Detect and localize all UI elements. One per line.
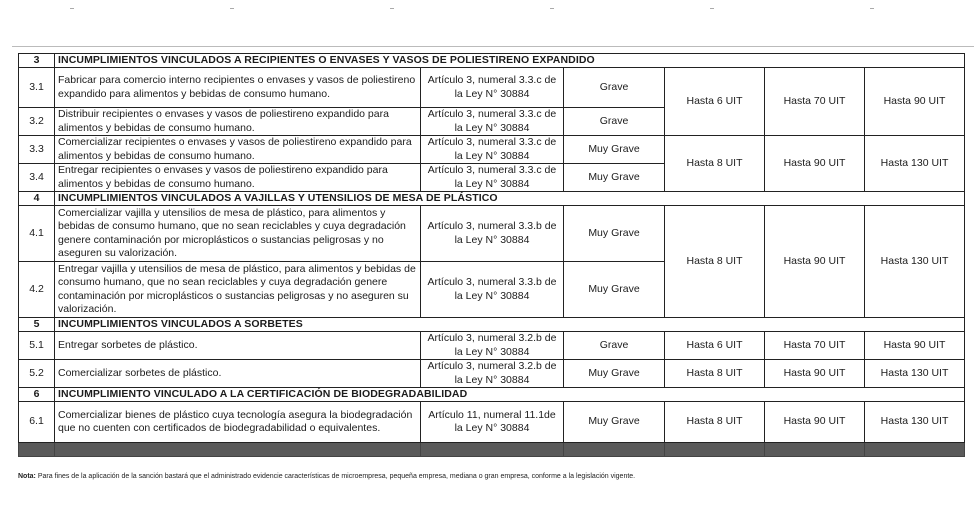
row-severity: Muy Grave <box>564 402 665 443</box>
row-legal-basis: Artículo 3, numeral 3.3.c de la Ley N° 30884 <box>421 136 564 164</box>
fine-cell: Hasta 8 UIT <box>665 206 765 318</box>
header-rule <box>12 46 974 47</box>
row-number: 5.1 <box>19 332 55 360</box>
section-title: INCUMPLIMIENTOS VINCULADOS A SORBETES <box>55 318 965 332</box>
row-number: 6.1 <box>19 402 55 443</box>
fine-cell: Hasta 8 UIT <box>665 402 765 443</box>
section-title: INCUMPLIMIENTOS VINCULADOS A VAJILLAS Y UTENSILIOS DE MESA DE PLÁSTICO <box>55 192 965 206</box>
fine-cell: Hasta 130 UIT <box>865 360 965 388</box>
section-number: 5 <box>19 318 55 332</box>
row-severity: Muy Grave <box>564 262 665 318</box>
fine-cell: Hasta 90 UIT <box>765 136 865 192</box>
row-legal-basis: Artículo 3, numeral 3.3.b de la Ley N° 30884 <box>421 206 564 262</box>
table-row <box>19 332 965 360</box>
table-row <box>19 136 965 164</box>
fine-cell: Hasta 90 UIT <box>765 206 865 318</box>
row-description: Comercializar bienes de plástico cuya tecnología asegura la biodegradación que no cuenten con certificados de biodegradabilidad o equivalentes. <box>55 402 421 443</box>
row-description: Entregar vajilla y utensilios de mesa de plástico, para alimentos y bebidas de consumo humano, que no sean reciclables y cuya degradación genere contaminación por microplásticos o sustancias peligrosas y no aseguren su valorización. <box>55 262 421 318</box>
table-row <box>19 402 965 443</box>
row-severity: Muy Grave <box>564 206 665 262</box>
row-severity: Muy Grave <box>564 164 665 192</box>
fine-cell: Hasta 90 UIT <box>765 402 865 443</box>
row-legal-basis: Artículo 3, numeral 3.3.b de la Ley N° 30884 <box>421 262 564 318</box>
row-severity: Grave <box>564 332 665 360</box>
row-number: 3.3 <box>19 136 55 164</box>
footnote-label: Nota: <box>18 473 36 480</box>
fine-cell: Hasta 90 UIT <box>765 360 865 388</box>
fine-cell: Hasta 90 UIT <box>865 332 965 360</box>
footnote-text: Para fines de la aplicación de la sanción bastará que el administrado evidencie características de microempresa, pequeña empresa, mediana o gran empresa, conforme a la legislación vigente. <box>37 473 636 480</box>
row-legal-basis: Artículo 11, numeral 11.1de la Ley N° 30884 <box>421 402 564 443</box>
sanctions-table <box>18 53 965 457</box>
fine-cell: Hasta 8 UIT <box>665 136 765 192</box>
fine-cell: Hasta 130 UIT <box>865 402 965 443</box>
section-header-row <box>19 54 965 68</box>
table-row <box>19 206 965 262</box>
fine-cell: Hasta 130 UIT <box>865 206 965 318</box>
row-legal-basis: Artículo 3, numeral 3.2.b de la Ley N° 30884 <box>421 332 564 360</box>
row-severity: Grave <box>564 68 665 108</box>
section-title: INCUMPLIMIENTO VINCULADO A LA CERTIFICACIÓN DE BIODEGRADABILIDAD <box>55 388 965 402</box>
section-number: 4 <box>19 192 55 206</box>
fine-cell: Hasta 130 UIT <box>865 136 965 192</box>
section-header-row <box>19 192 965 206</box>
row-legal-basis: Artículo 3, numeral 3.3.c de la Ley N° 30884 <box>421 164 564 192</box>
row-description: Entregar sorbetes de plástico. <box>55 332 421 360</box>
section-header-row <box>19 318 965 332</box>
fine-cell: Hasta 90 UIT <box>865 68 965 136</box>
row-description: Entregar recipientes o envases y vasos de poliestireno expandido para alimentos y bebidas de consumo humano. <box>55 164 421 192</box>
sanctions-table-container <box>18 53 965 457</box>
page-top-margin <box>0 0 980 22</box>
fine-cell: Hasta 6 UIT <box>665 68 765 136</box>
table-row <box>19 360 965 388</box>
section-header-row <box>19 388 965 402</box>
row-severity: Muy Grave <box>564 360 665 388</box>
row-severity: Muy Grave <box>564 136 665 164</box>
row-description: Comercializar vajilla y utensilios de mesa de plástico, para alimentos y bebidas de consumo humano, que no sean reciclables y cuya degradación genere contaminación por microplásticos o sustancias peligrosas y no aseguren su valorización. <box>55 206 421 262</box>
section-number: 3 <box>19 54 55 68</box>
section-number: 6 <box>19 388 55 402</box>
table-footer-bar <box>19 443 965 457</box>
row-description: Comercializar recipientes o envases y vasos de poliestireno expandido para alimentos y bebidas de consumo humano. <box>55 136 421 164</box>
fine-cell: Hasta 70 UIT <box>765 332 865 360</box>
row-number: 4.2 <box>19 262 55 318</box>
row-description: Comercializar sorbetes de plástico. <box>55 360 421 388</box>
row-description: Fabricar para comercio interno recipientes o envases y vasos de poliestireno expandido para alimentos y bebidas de consumo humano. <box>55 68 421 108</box>
fine-cell: Hasta 70 UIT <box>765 68 865 136</box>
fine-cell: Hasta 8 UIT <box>665 360 765 388</box>
row-legal-basis: Artículo 3, numeral 3.3.c de la Ley N° 30884 <box>421 108 564 136</box>
row-number: 3.2 <box>19 108 55 136</box>
row-number: 3.4 <box>19 164 55 192</box>
row-legal-basis: Artículo 3, numeral 3.3.c de la Ley N° 30884 <box>421 68 564 108</box>
row-number: 3.1 <box>19 68 55 108</box>
row-number: 5.2 <box>19 360 55 388</box>
row-description: Distribuir recipientes o envases y vasos de poliestireno expandido para alimentos y bebidas de consumo humano. <box>55 108 421 136</box>
fine-cell: Hasta 6 UIT <box>665 332 765 360</box>
footnote <box>18 472 958 481</box>
table-row <box>19 68 965 108</box>
row-number: 4.1 <box>19 206 55 262</box>
row-legal-basis: Artículo 3, numeral 3.2.b de la Ley N° 30884 <box>421 360 564 388</box>
row-severity: Grave <box>564 108 665 136</box>
section-title: INCUMPLIMIENTOS VINCULADOS A RECIPIENTES O ENVASES Y VASOS DE POLIESTIRENO EXPANDIDO <box>55 54 965 68</box>
